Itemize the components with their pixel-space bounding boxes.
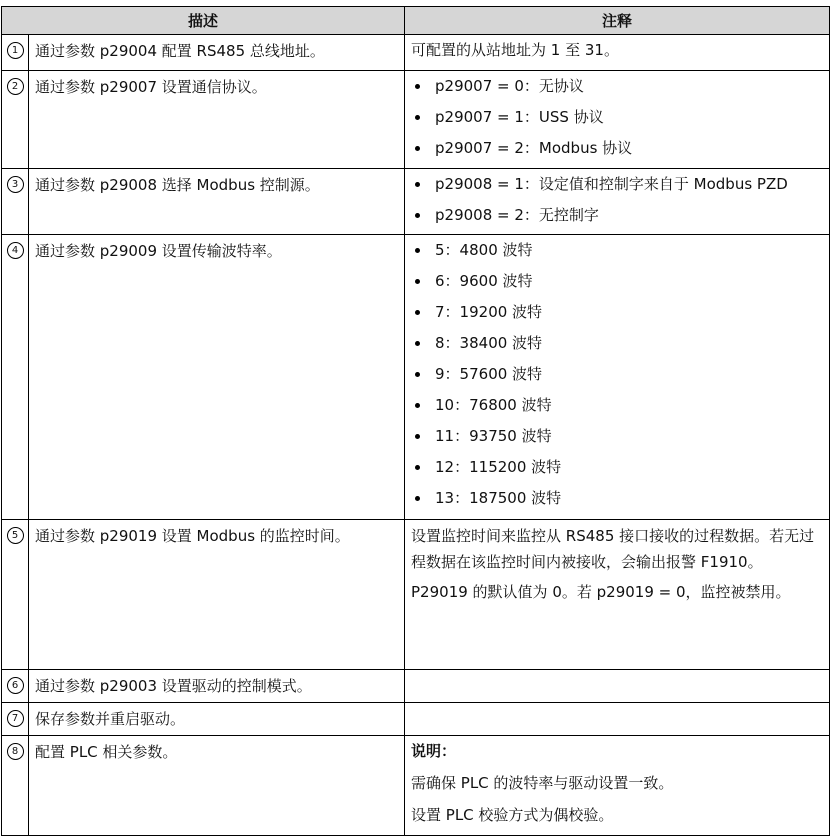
note-title: 说明： xyxy=(411,742,457,760)
bullet-item: p29008 = 1：设定值和控制字来自于 Modbus PZD xyxy=(411,172,825,196)
bullet-item: 10：76800 波特 xyxy=(411,393,825,417)
row-note xyxy=(405,520,830,670)
step-number: 3 xyxy=(7,176,24,193)
row-description: 保存参数并重启驱动。 xyxy=(29,703,405,736)
bullet-item: p29007 = 0：无协议 xyxy=(411,74,825,98)
row-note xyxy=(405,670,830,703)
row-description: 通过参数 p29004 配置 RS485 总线地址。 xyxy=(29,35,405,71)
row-description: 通过参数 p29008 选择 Modbus 控制源。 xyxy=(29,169,405,235)
header-description: 描述 xyxy=(2,7,405,35)
note-line: 可配置的从站地址为 1 至 31。 xyxy=(411,41,619,59)
bullet-item: 12：115200 波特 xyxy=(411,455,825,479)
row-note xyxy=(405,71,830,169)
row-description: 通过参数 p29007 设置通信协议。 xyxy=(29,71,405,169)
row-description: 通过参数 p29009 设置传输波特率。 xyxy=(29,235,405,520)
step-number: 6 xyxy=(7,677,24,694)
row-note xyxy=(405,169,830,235)
header-note: 注释 xyxy=(405,7,830,35)
note-paragraph: 设置监控时间来监控从 RS485 接口接收的过程数据。若无过程数据在该监控时间内被接收，会输出报警 F1910。 xyxy=(411,527,815,571)
step-number: 5 xyxy=(7,527,24,544)
row-note xyxy=(405,703,830,736)
row-description: 通过参数 p29019 设置 Modbus 的监控时间。 xyxy=(29,520,405,670)
parameter-table xyxy=(1,6,830,836)
table-row xyxy=(2,35,830,71)
bullet-item: 6：9600 波特 xyxy=(411,269,825,293)
row-note xyxy=(405,235,830,520)
bullet-item: p29007 = 2：Modbus 协议 xyxy=(411,136,825,160)
table-row xyxy=(2,670,830,703)
step-number: 2 xyxy=(7,78,24,95)
step-number: 7 xyxy=(7,710,24,727)
table-row xyxy=(2,736,830,836)
row-description: 通过参数 p29003 设置驱动的控制模式。 xyxy=(29,670,405,703)
table-row xyxy=(2,71,830,169)
step-number: 1 xyxy=(7,42,24,59)
step-number: 4 xyxy=(7,242,24,259)
table-row xyxy=(2,703,830,736)
bullet-item: 9：57600 波特 xyxy=(411,362,825,386)
table-header-row xyxy=(2,7,830,35)
table-row xyxy=(2,169,830,235)
bullet-item: p29008 = 2：无控制字 xyxy=(411,203,825,227)
bullet-item: p29007 = 1：USS 协议 xyxy=(411,105,825,129)
row-note xyxy=(405,736,830,836)
bullet-item: 13：187500 波特 xyxy=(411,486,825,510)
note-paragraph: P29019 的默认值为 0。若 p29019 = 0，监控被禁用。 xyxy=(411,583,791,601)
bullet-item: 5：4800 波特 xyxy=(411,238,825,262)
table-row xyxy=(2,235,830,520)
bullet-item: 8：38400 波特 xyxy=(411,331,825,355)
note-line: 需确保 PLC 的波特率与驱动设置一致。 xyxy=(411,774,674,792)
bullet-item: 11：93750 波特 xyxy=(411,424,825,448)
row-description: 配置 PLC 相关参数。 xyxy=(29,736,405,836)
table-row xyxy=(2,520,830,670)
row-note xyxy=(405,35,830,71)
bullet-item: 7：19200 波特 xyxy=(411,300,825,324)
note-line: 设置 PLC 校验方式为偶校验。 xyxy=(411,806,614,824)
step-number: 8 xyxy=(7,743,24,760)
